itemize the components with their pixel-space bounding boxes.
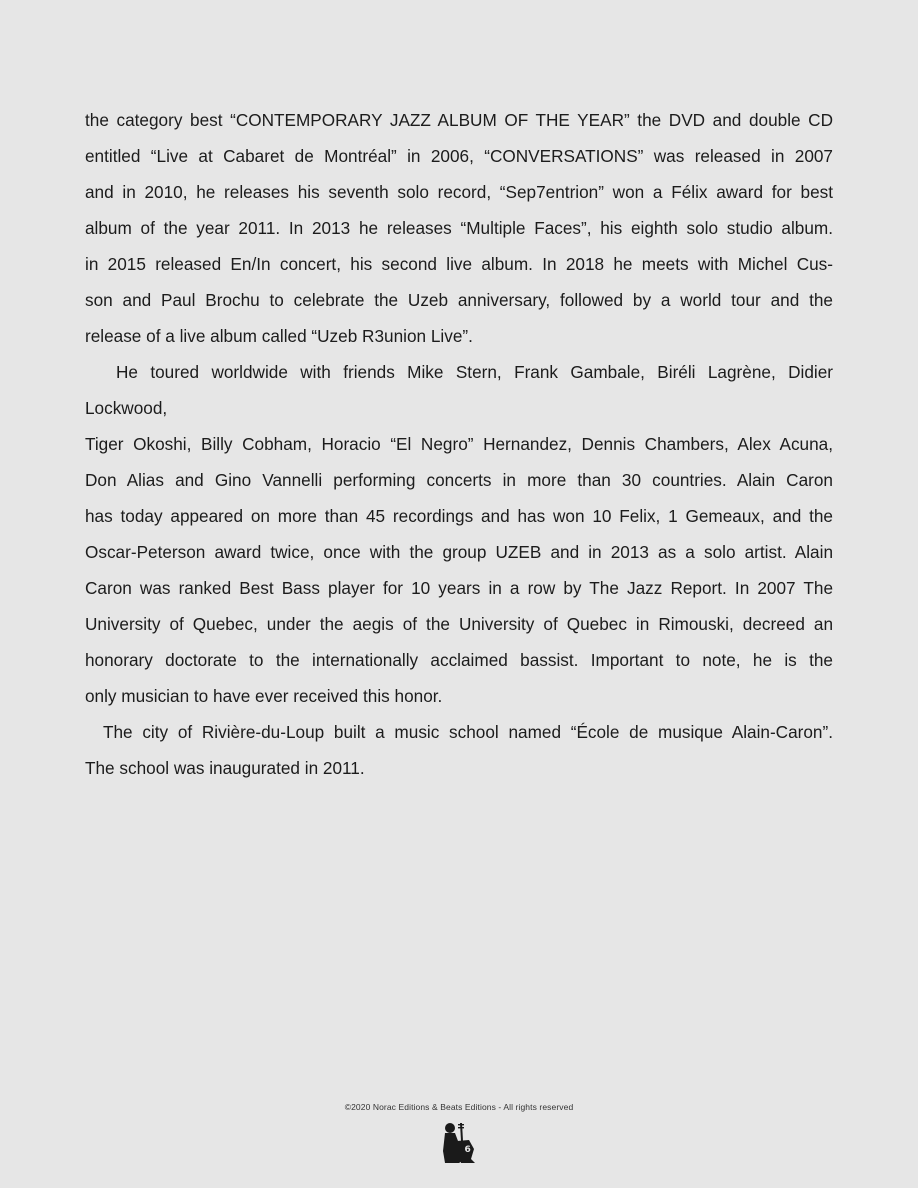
text-line: Lockwood,: [85, 398, 168, 418]
text-line: He toured worldwide with friends Mike Stern, Frank Gambale, Biréli Lagrène, Didier: [116, 362, 833, 382]
text-line: the category best “CONTEMPORARY JAZZ ALBUM OF THE YEAR” the DVD and double CD: [85, 110, 833, 130]
text-line: The school was inaugurated in 2011.: [85, 758, 365, 778]
text-line: son and Paul Brochu to celebrate the Uzeb anniversary, followed by a world tour and the: [85, 290, 833, 310]
text-line: entitled “Live at Cabaret de Montréal” in 2006, “CONVERSATIONS” was released in 2007: [85, 146, 833, 166]
footer-copyright: ©2020 Norac Editions & Beats Editions - All rights reserved: [344, 1102, 574, 1112]
bassist-silhouette-logo-icon: [441, 1121, 477, 1163]
text-line: has today appeared on more than 45 recordings and has won 10 Felix, 1 Gemeaux, and the: [85, 506, 833, 526]
text-line: album of the year 2011. In 2013 he releases “Multiple Faces”, his eighth solo studio album.: [85, 218, 833, 238]
text-line: release of a live album called “Uzeb R3union Live”.: [85, 326, 473, 346]
text-line: honorary doctorate to the internationally acclaimed bassist. Important to note, he is the: [85, 650, 833, 670]
text-line: University of Quebec, under the aegis of the University of Quebec in Rimouski, decreed an: [85, 614, 833, 634]
text-line: Don Alias and Gino Vannelli performing concerts in more than 30 countries. Alain Caron: [85, 470, 833, 490]
text-line: Oscar-Peterson award twice, once with the group UZEB and in 2013 as a solo artist. Alain: [85, 542, 833, 562]
text-line: Caron was ranked Best Bass player for 10 years in a row by The Jazz Report. In 2007 The: [85, 578, 833, 598]
text-line: and in 2010, he releases his seventh solo record, “Sep7entrion” won a Félix award for best: [85, 182, 833, 202]
text-line: Tiger Okoshi, Billy Cobham, Horacio “El Negro” Hernandez, Dennis Chambers, Alex Acuna,: [85, 434, 833, 454]
text-line: in 2015 released En/In concert, his second live album. In 2018 he meets with Michel Cus-: [85, 254, 833, 274]
body-text: [85, 102, 833, 786]
logo-mark: 6: [464, 1145, 471, 1155]
text-line: only musician to have ever received this honor.: [85, 686, 443, 706]
text-line: The city of Rivière-du-Loup built a music school named “École de musique Alain-Caron”.: [103, 722, 833, 742]
